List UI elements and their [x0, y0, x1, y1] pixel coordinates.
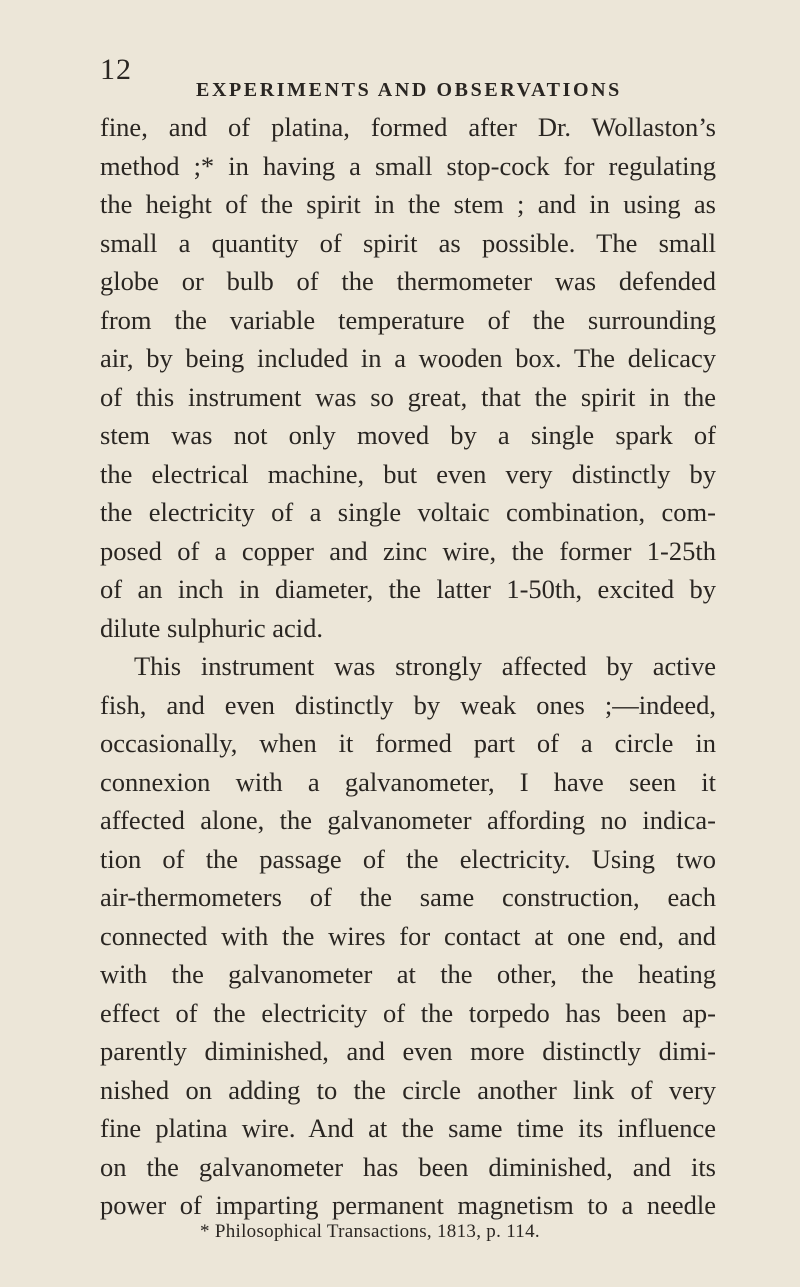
text-line: of this instrument was so great, that the spirit in the: [100, 381, 716, 412]
text-line: on the galvanometer has been diminished, and its: [100, 1151, 716, 1182]
text-line: of an inch in diameter, the latter 1-50th, excited by: [100, 574, 716, 604]
running-head: EXPERIMENTS AND OBSERVATIONS: [196, 79, 622, 101]
text-line: nished on adding to the circle another link of very: [100, 1074, 716, 1105]
text-line: fish, and even distinctly by weak ones ;—indeed,: [100, 689, 716, 720]
text-line: the height of the spirit in the stem ; and in using as: [100, 189, 716, 219]
text-line: tion of the passage of the electricity. Using two: [100, 843, 716, 874]
text-line: occasionally, when it formed part of a circle in: [100, 728, 716, 758]
text-line: connexion with a galvanometer, I have seen it: [100, 766, 716, 797]
text-line: globe or bulb of the thermometer was defended: [100, 266, 716, 296]
text-line: parently diminished, and even more distinctly dimi-: [100, 1036, 716, 1066]
text-line: method ;* in having a small stop-cock for regulating: [100, 150, 716, 181]
text-line: posed of a copper and zinc wire, the former 1-25th: [100, 535, 716, 566]
text-line: fine platina wire. And at the same time its influence: [100, 1113, 716, 1143]
text-line: air, by being included in a wooden box. The delicacy: [100, 343, 716, 373]
text-line: effect of the electricity of the torpedo has been ap-: [100, 997, 716, 1028]
body-text: [100, 108, 716, 1225]
text-line: the electrical machine, but even very distinctly by: [100, 458, 716, 489]
text-line: connected with the wires for contact at one end, and: [100, 920, 716, 951]
paragraph-start-line: This instrument was strongly affected by active: [134, 651, 716, 681]
text-line: stem was not only moved by a single spark of: [100, 420, 716, 450]
text-line: from the variable temperature of the surrounding: [100, 304, 716, 335]
text-line: with the galvanometer at the other, the heating: [100, 959, 716, 989]
text-line: fine, and of platina, formed after Dr. Wollaston’s: [100, 112, 716, 142]
text-line: small a quantity of spirit as possible. The small: [100, 227, 716, 258]
page-number: 12: [100, 53, 132, 86]
text-line: air-thermometers of the same construction, each: [100, 882, 716, 912]
text-line: power of imparting permanent magnetism to a needle: [100, 1190, 716, 1220]
text-line: the electricity of a single voltaic combination, com-: [100, 497, 716, 527]
footnote: * Philosophical Transactions, 1813, p. 114.: [200, 1221, 540, 1242]
text-line: affected alone, the galvanometer affording no indica-: [100, 805, 716, 835]
text-line: dilute sulphuric acid.: [100, 612, 323, 643]
